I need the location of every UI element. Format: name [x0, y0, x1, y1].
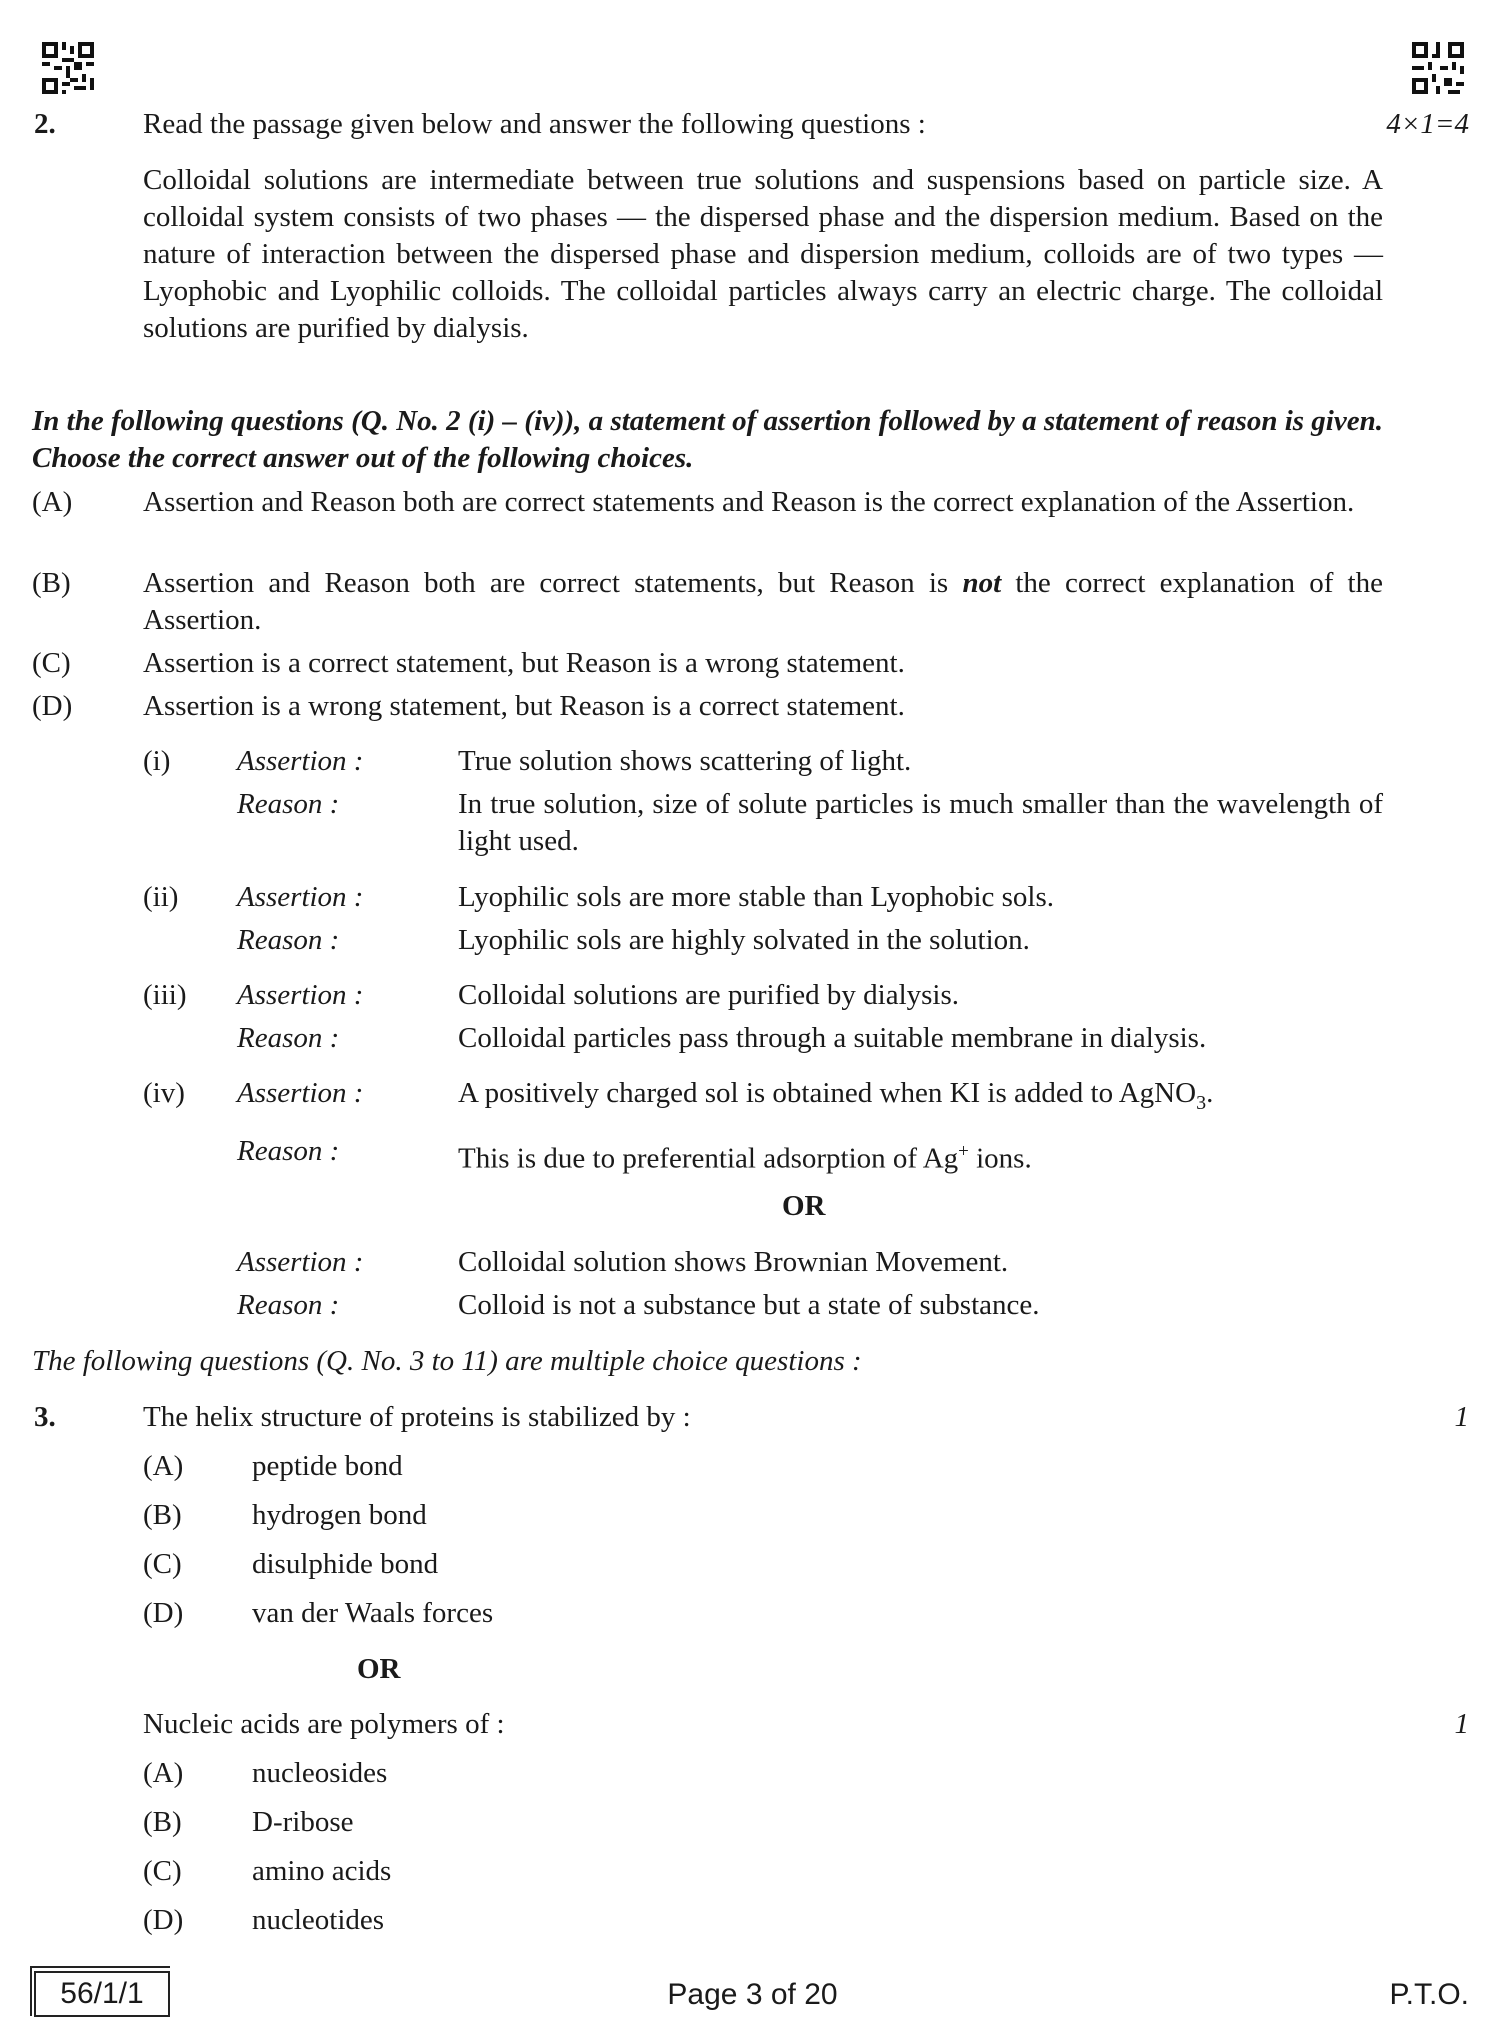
reason-label: Reason : — [237, 1289, 340, 1321]
pto-label: P.T.O. — [1389, 1978, 1469, 2011]
question-marks: 1 — [1454, 1401, 1469, 1433]
choice-letter: (A) — [32, 486, 73, 518]
option-text: hydrogen bond — [252, 1499, 427, 1531]
option-text: disulphide bond — [252, 1548, 439, 1580]
question-number: 2. — [34, 108, 56, 140]
choice-letter: (D) — [32, 690, 73, 722]
option-letter: (A) — [143, 1450, 184, 1482]
choice-text: Assertion and Reason both are correct statements and Reason is the correct explanation of the Assertion. — [143, 486, 1355, 518]
option-letter: (A) — [143, 1757, 184, 1789]
reason-text: Colloidal particles pass through a suitable membrane in dialysis. — [458, 1022, 1207, 1054]
choice-d — [32, 688, 1383, 725]
reason-label: Reason : — [237, 788, 340, 820]
question-marks: 1 — [1454, 1708, 1469, 1740]
reason-label: Reason : — [237, 924, 340, 956]
question-text: The helix structure of proteins is stabilized by : — [143, 1401, 691, 1433]
assertion-text: True solution shows scattering of light. — [458, 745, 912, 777]
assertion-label: Assertion : — [237, 745, 364, 777]
question-marks: 4×1=4 — [1386, 108, 1469, 140]
emphasis-not: not — [962, 567, 1002, 599]
part-number: (iv) — [143, 1077, 185, 1109]
option-letter: (D) — [143, 1597, 184, 1629]
question-text: Nucleic acids are polymers of : — [143, 1708, 505, 1740]
qr-code-left-icon — [42, 42, 94, 94]
part-number: (ii) — [143, 881, 179, 913]
reason-text: Colloid is not a substance but a state of substance. — [458, 1289, 1040, 1321]
or-label: OR — [782, 1190, 826, 1222]
assertion-label: Assertion : — [237, 1077, 364, 1109]
option-letter: (B) — [143, 1806, 182, 1838]
assertion-reason-instruction: In the following questions (Q. No. 2 (i) – (iv)), a statement of assertion followed by a statement of reason is given. Choose the correct answer out of the following choices. — [32, 405, 1383, 474]
option-letter: (C) — [143, 1855, 182, 1887]
reason-label: Reason : — [237, 1135, 340, 1167]
choice-text: Assertion and Reason both are correct statements, but Reason is not the correct explanation of the Assertion. — [143, 567, 1383, 636]
passage: Colloidal solutions are intermediate between true solutions and suspensions based on particle size. A colloidal system consists of two phases — the dispersed phase and the dispersion medium. Based on the nature of interaction between the dispersed phase and dispersion medium, colloids are of two types — Lyophobic and Lyophilic colloids. The colloidal particles always carry an electric charge. The colloidal solutions are purified by dialysis. — [143, 164, 1383, 344]
assertion-text: Colloidal solutions are purified by dialysis. — [458, 979, 960, 1011]
part-number: (iii) — [143, 979, 187, 1011]
option-letter: (C) — [143, 1548, 182, 1580]
part-number: (i) — [143, 745, 171, 777]
choice-a — [32, 484, 1383, 521]
reason-text: Lyophilic sols are highly solvated in the solution. — [458, 924, 1030, 956]
mcq-instruction: The following questions (Q. No. 3 to 11) are multiple choice questions : — [32, 1345, 862, 1377]
option-text: D-ribose — [252, 1806, 354, 1838]
or-label: OR — [357, 1653, 401, 1685]
option-text: nucleotides — [252, 1904, 385, 1936]
choice-letter: (B) — [32, 567, 71, 599]
assertion-text: Lyophilic sols are more stable than Lyophobic sols. — [458, 881, 1055, 913]
option-text: van der Waals forces — [252, 1597, 494, 1629]
qr-code-right-icon — [1412, 42, 1464, 94]
assertion-label: Assertion : — [237, 1246, 364, 1278]
option-text: nucleosides — [252, 1757, 388, 1789]
assertion-label: Assertion : — [237, 881, 364, 913]
reason-label: Reason : — [237, 1022, 340, 1054]
assertion-text: A positively charged sol is obtained when KI is added to AgNO$_3$. — [458, 1077, 1214, 1114]
question-number: 3. — [34, 1401, 56, 1433]
choice-c — [32, 645, 1383, 682]
choice-text: Assertion is a correct statement, but Reason is a wrong statement. — [143, 647, 905, 679]
choice-letter: (C) — [32, 647, 71, 679]
reason-text: In true solution, size of solute particles is much smaller than the wavelength of light used. — [458, 788, 1383, 857]
reason-text: This is due to preferential adsorption of Ag+ ions. — [458, 1141, 1032, 1175]
option-text: peptide bond — [252, 1450, 403, 1482]
choice-text: Assertion is a wrong statement, but Reason is a correct statement. — [143, 690, 905, 722]
option-letter: (D) — [143, 1904, 184, 1936]
option-letter: (B) — [143, 1499, 182, 1531]
assertion-label: Assertion : — [237, 979, 364, 1011]
assertion-text: Colloidal solution shows Brownian Movement. — [458, 1246, 1009, 1278]
option-text: amino acids — [252, 1855, 392, 1887]
page-number: Page 3 of 20 — [667, 1978, 838, 2011]
choice-b — [32, 565, 1383, 639]
question-instruction: Read the passage given below and answer the following questions : — [143, 108, 926, 140]
paper-code: 56/1/1 — [34, 1971, 170, 2017]
